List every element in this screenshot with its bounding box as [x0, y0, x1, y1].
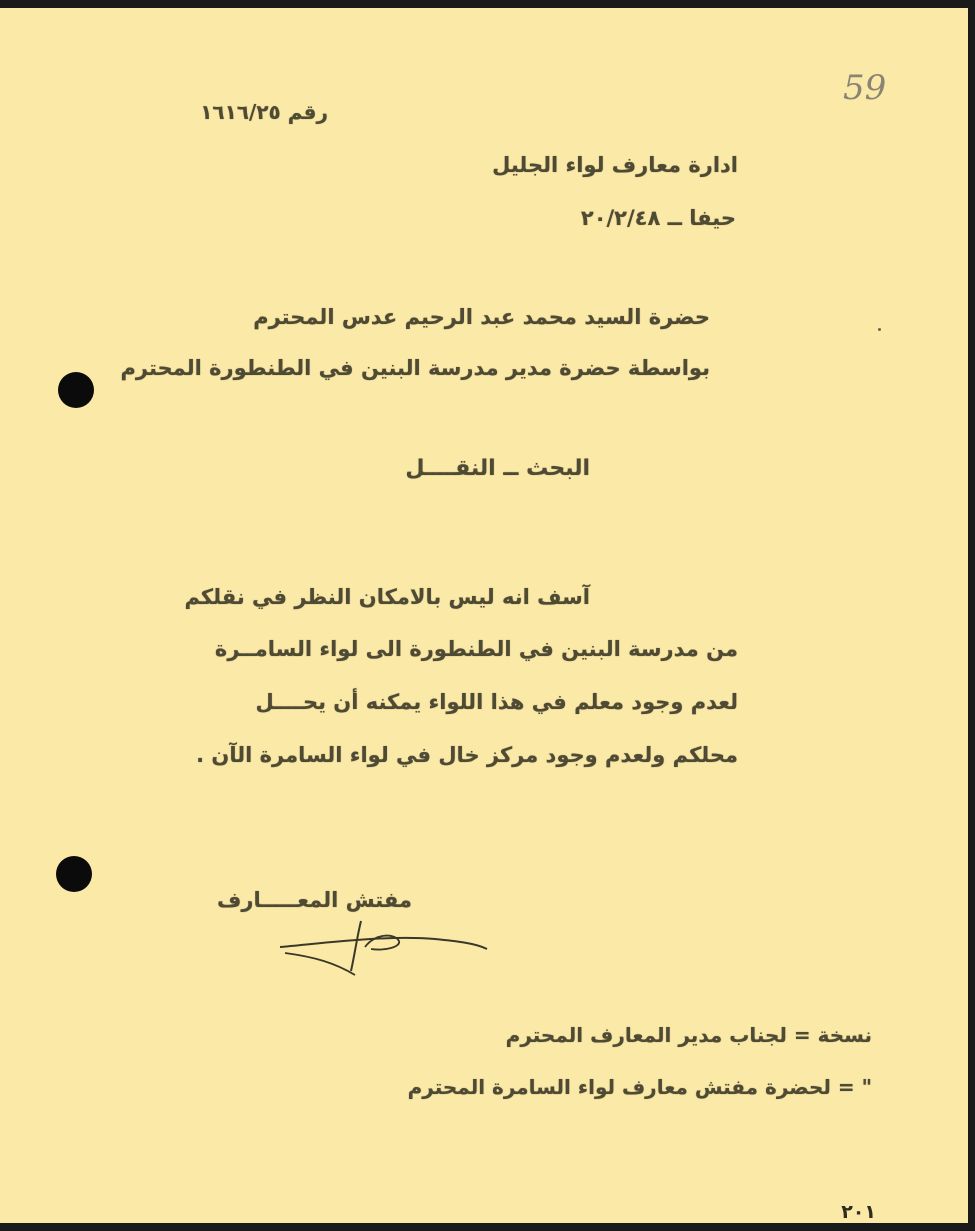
handwritten-signature	[275, 913, 500, 983]
scan-border-bottom	[0, 1223, 975, 1231]
copy-line: " = لحضرة مفتش معارف لواء السامرة المحترم	[407, 1075, 872, 1099]
body-line: محلكم ولعدم وجود مركز خال في لواء السامرة الآن .	[196, 743, 738, 767]
folio-number: 59	[843, 68, 887, 108]
subject-line: البحث ــ النقــــل	[405, 456, 590, 481]
copy-line: نسخة = لجناب مدير المعارف المحترم	[505, 1023, 872, 1047]
via-line: بواسطة حضرة مدير مدرسة البنين في الطنطورة المحترم	[120, 356, 710, 380]
punch-hole	[56, 856, 92, 892]
place-date: حيفا ــ ٢٠/٢/٤٨	[580, 206, 736, 230]
letter-page	[0, 8, 968, 1223]
addressee-line: حضرة السيد محمد عبد الرحيم عدس المحترم	[253, 305, 710, 329]
office-heading: ادارة معارف لواء الجليل	[492, 153, 738, 177]
body-line: من مدرسة البنين في الطنطورة الى لواء السامــرة	[214, 637, 738, 661]
reference-number: رقم ١٦١٦/٢٥	[200, 100, 328, 124]
scan-border-top	[0, 0, 975, 8]
page-number: ٢٠١	[841, 1201, 876, 1223]
scan-border-right	[968, 0, 975, 1231]
paper-speck	[878, 328, 881, 331]
punch-hole	[58, 372, 94, 408]
body-line: لعدم وجود معلم في هذا اللواء يمكنه أن يحــــل	[255, 690, 738, 714]
signatory-title: مفتش المعـــــارف	[217, 888, 412, 912]
body-line: آسف انه ليس بالامكان النظر في نقلكم	[184, 585, 590, 609]
